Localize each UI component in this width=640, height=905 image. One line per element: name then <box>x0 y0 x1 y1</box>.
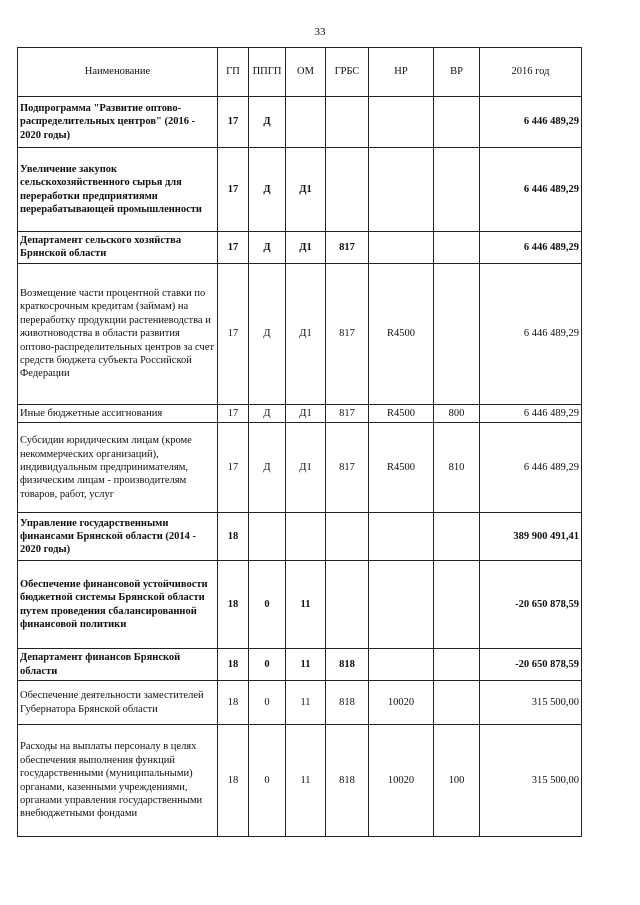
header-grbs: ГРБС <box>326 48 369 97</box>
cell-name: Департамент сельского хозяйства Брянской области <box>18 232 218 264</box>
cell-vr <box>434 561 480 649</box>
table-row <box>18 725 582 837</box>
cell-grbs: 818 <box>326 681 369 725</box>
cell-nr <box>369 649 434 681</box>
cell-grbs: 818 <box>326 649 369 681</box>
header-ppgp: ППГП <box>249 48 286 97</box>
cell-amount: 6 446 489,29 <box>480 148 582 232</box>
header-om: ОМ <box>286 48 326 97</box>
cell-name: Обеспечение финансовой устойчивости бюджетной системы Брянской области путем проведения сбалансированной финансовой политики <box>18 561 218 649</box>
cell-gp: 17 <box>218 232 249 264</box>
cell-nr <box>369 97 434 148</box>
cell-vr: 100 <box>434 725 480 837</box>
cell-om: Д1 <box>286 232 326 264</box>
cell-nr: R4500 <box>369 423 434 513</box>
cell-om: 11 <box>286 561 326 649</box>
table-row <box>18 681 582 725</box>
cell-gp: 17 <box>218 148 249 232</box>
cell-name: Расходы на выплаты персоналу в целях обеспечения выполнения функций государственными (муниципальными) органами, казенными учреждениями, органами управления государственными внебюджетными фондами <box>18 725 218 837</box>
cell-ppgp: Д <box>249 404 286 422</box>
cell-om: 11 <box>286 725 326 837</box>
cell-name: Иные бюджетные ассигнования <box>18 404 218 422</box>
cell-grbs: 817 <box>326 263 369 404</box>
cell-nr: 10020 <box>369 725 434 837</box>
cell-grbs: 817 <box>326 404 369 422</box>
table-row <box>18 423 582 513</box>
cell-ppgp: Д <box>249 263 286 404</box>
cell-vr <box>434 649 480 681</box>
cell-name: Субсидии юридическим лицам (кроме некоммерческих организаций), индивидуальным предпринимателям, физическим лицам - производителям товаров, работ, услуг <box>18 423 218 513</box>
cell-om: Д1 <box>286 404 326 422</box>
cell-ppgp: Д <box>249 423 286 513</box>
cell-ppgp: Д <box>249 232 286 264</box>
cell-gp: 17 <box>218 404 249 422</box>
header-vr: ВР <box>434 48 480 97</box>
budget-table <box>17 47 582 837</box>
cell-name: Управление государственными финансами Брянской области (2014 - 2020 годы) <box>18 513 218 561</box>
cell-grbs <box>326 148 369 232</box>
cell-nr: R4500 <box>369 263 434 404</box>
cell-gp: 17 <box>218 423 249 513</box>
cell-vr <box>434 148 480 232</box>
cell-amount: 389 900 491,41 <box>480 513 582 561</box>
cell-nr <box>369 513 434 561</box>
cell-name: Департамент финансов Брянской области <box>18 649 218 681</box>
cell-nr <box>369 561 434 649</box>
cell-vr: 810 <box>434 423 480 513</box>
cell-vr <box>434 513 480 561</box>
cell-ppgp: 0 <box>249 561 286 649</box>
cell-om: Д1 <box>286 263 326 404</box>
cell-name: Подпрограмма "Развитие оптово-распределительных центров" (2016 - 2020 годы) <box>18 97 218 148</box>
cell-nr: R4500 <box>369 404 434 422</box>
cell-ppgp: Д <box>249 97 286 148</box>
cell-ppgp <box>249 513 286 561</box>
cell-vr: 800 <box>434 404 480 422</box>
cell-amount: 6 446 489,29 <box>480 232 582 264</box>
cell-name: Возмещение части процентной ставки по краткосрочным кредитам (займам) на переработку продукции растениеводства и животноводства в области развития оптово-распределительных центров за счет средств бюджета субъекта Российской Федерации <box>18 263 218 404</box>
cell-nr <box>369 148 434 232</box>
cell-vr <box>434 681 480 725</box>
cell-grbs: 817 <box>326 423 369 513</box>
table-row <box>18 232 582 264</box>
cell-ppgp: 0 <box>249 725 286 837</box>
cell-ppgp: Д <box>249 148 286 232</box>
cell-gp: 18 <box>218 681 249 725</box>
cell-amount: 6 446 489,29 <box>480 263 582 404</box>
cell-om: Д1 <box>286 148 326 232</box>
table-row <box>18 404 582 422</box>
cell-amount: 315 500,00 <box>480 681 582 725</box>
table-row <box>18 97 582 148</box>
cell-vr <box>434 97 480 148</box>
cell-amount: 6 446 489,29 <box>480 423 582 513</box>
cell-nr <box>369 232 434 264</box>
header-year: 2016 год <box>480 48 582 97</box>
cell-ppgp: 0 <box>249 649 286 681</box>
cell-gp: 18 <box>218 513 249 561</box>
cell-amount: -20 650 878,59 <box>480 649 582 681</box>
cell-vr <box>434 232 480 264</box>
table-row <box>18 513 582 561</box>
cell-gp: 18 <box>218 649 249 681</box>
table-row <box>18 263 582 404</box>
cell-om <box>286 513 326 561</box>
cell-nr: 10020 <box>369 681 434 725</box>
cell-amount: 315 500,00 <box>480 725 582 837</box>
cell-name: Обеспечение деятельности заместителей Губернатора Брянской области <box>18 681 218 725</box>
table-row <box>18 561 582 649</box>
cell-om <box>286 97 326 148</box>
table-header-row <box>18 48 582 97</box>
cell-ppgp: 0 <box>249 681 286 725</box>
cell-om: 11 <box>286 649 326 681</box>
page-number: 33 <box>314 26 326 38</box>
cell-amount: 6 446 489,29 <box>480 97 582 148</box>
header-gp: ГП <box>218 48 249 97</box>
cell-grbs: 817 <box>326 232 369 264</box>
header-name: Наименование <box>18 48 218 97</box>
cell-name: Увеличение закупок сельскохозяйственного сырья для переработки предприятиями перерабатывающей промышленности <box>18 148 218 232</box>
cell-gp: 18 <box>218 561 249 649</box>
cell-grbs <box>326 513 369 561</box>
cell-gp: 17 <box>218 97 249 148</box>
cell-om: 11 <box>286 681 326 725</box>
cell-amount: 6 446 489,29 <box>480 404 582 422</box>
table-row <box>18 649 582 681</box>
header-nr: НР <box>369 48 434 97</box>
cell-amount: -20 650 878,59 <box>480 561 582 649</box>
table-row <box>18 148 582 232</box>
cell-grbs: 818 <box>326 725 369 837</box>
cell-om: Д1 <box>286 423 326 513</box>
cell-grbs <box>326 97 369 148</box>
cell-grbs <box>326 561 369 649</box>
cell-vr <box>434 263 480 404</box>
cell-gp: 17 <box>218 263 249 404</box>
cell-gp: 18 <box>218 725 249 837</box>
